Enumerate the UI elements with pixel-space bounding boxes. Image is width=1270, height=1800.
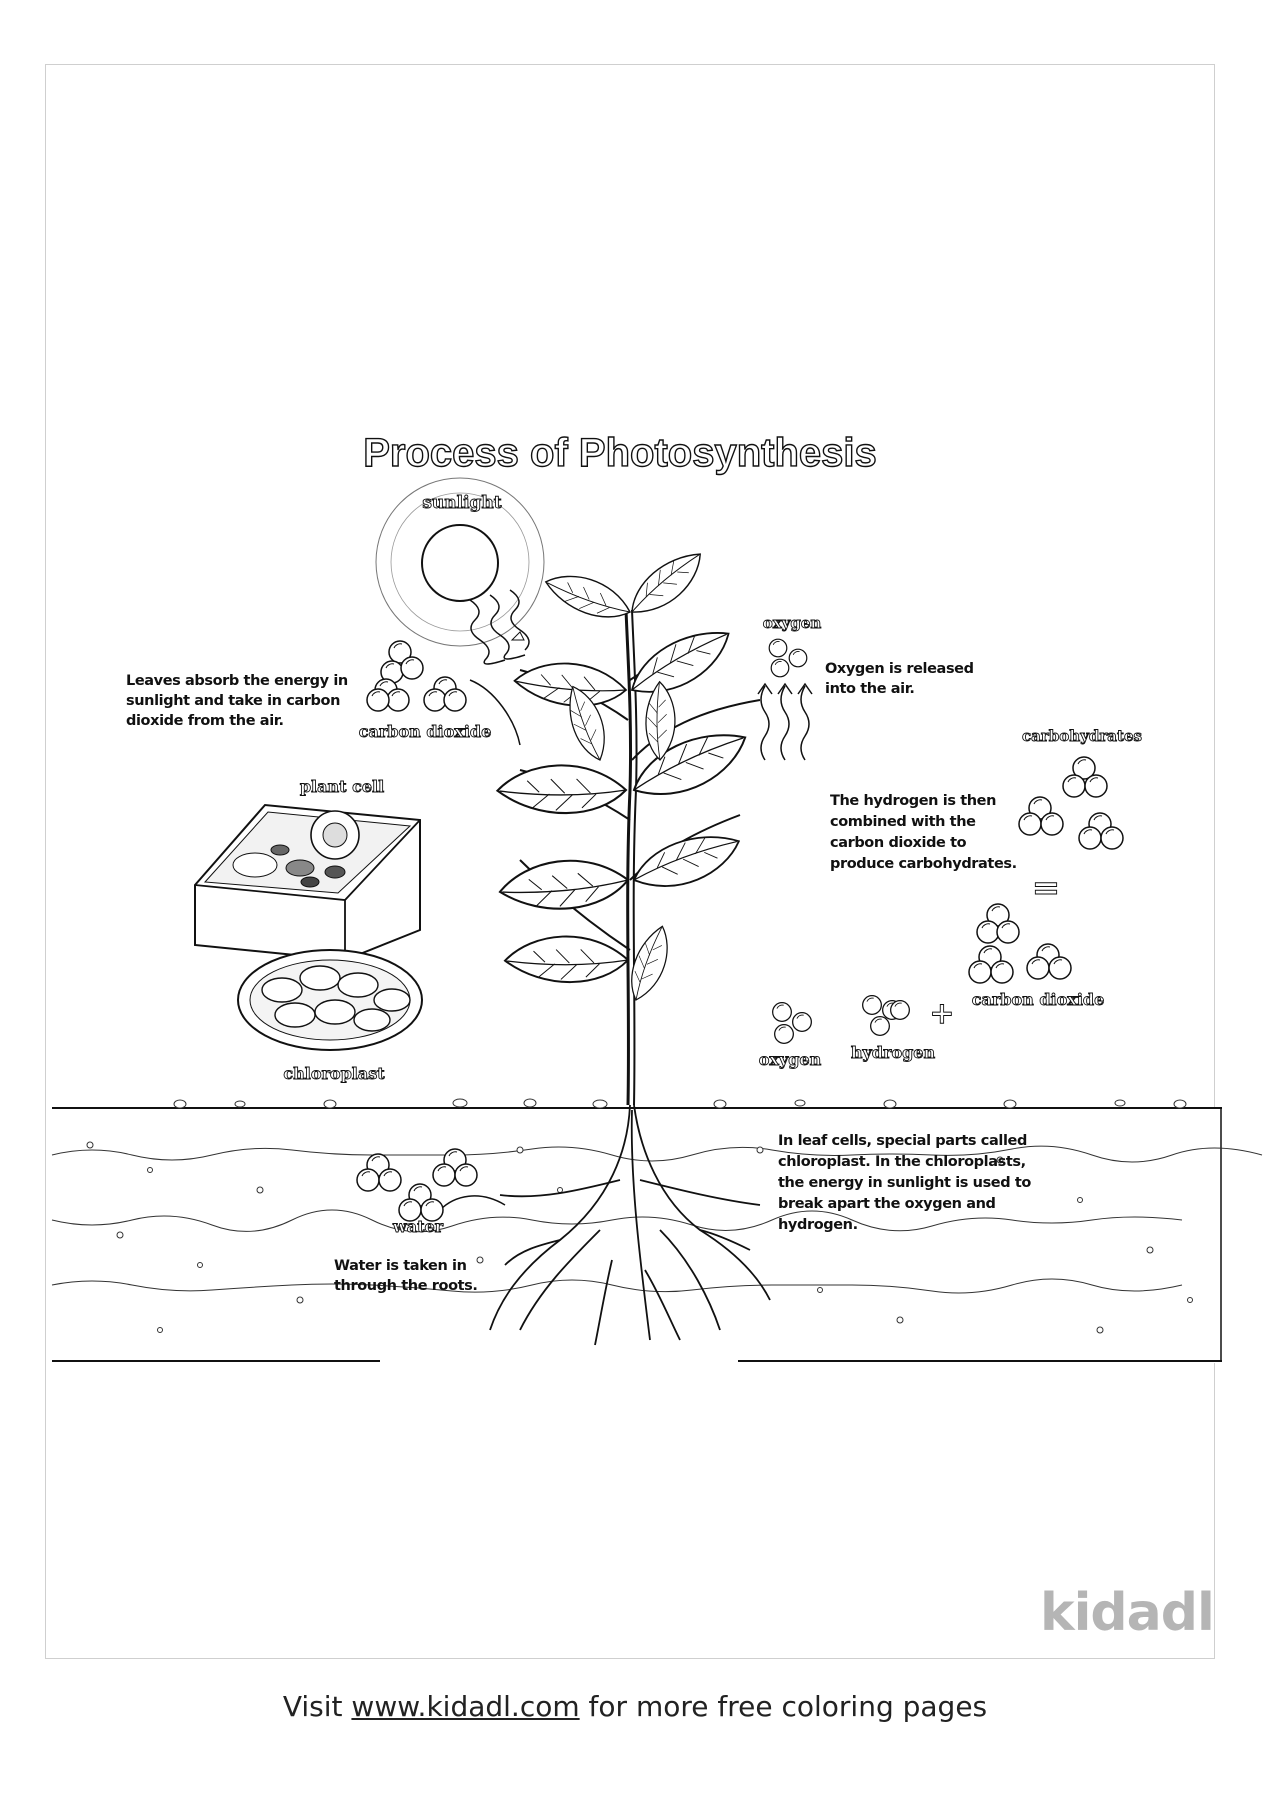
oxygen-label-bottom: oxygen [758,1050,822,1069]
hydrogen-molecules [863,996,910,1036]
carbon-dioxide-molecules-right [969,904,1071,983]
oxygen-molecules-bottom [773,1003,812,1044]
carbohydrate-molecules [1019,757,1123,849]
oxygen-label-top: oxygen [762,614,822,632]
plant-illustration [470,547,760,1105]
chloroplast-illustration [238,950,422,1050]
soil-section [52,1099,1262,1363]
carbon-dioxide-label-left: carbon dioxide [358,722,492,741]
oxygen-release-arrows-icon [758,684,812,760]
water-note: Water is taken in through the roots. [334,1258,478,1294]
plus-sign: + [929,996,955,1031]
leaves-note: Leaves absorb the energy in sunlight and take in carbon dioxide from the air. [126,673,348,729]
carbon-dioxide-molecules-left [367,641,466,711]
plant-cell-illustration [195,805,420,960]
sunlight-label: sunlight [422,493,502,513]
footer-link[interactable]: www.kidadl.com [351,1690,580,1723]
carbohydrates-label: carbohydrates [1022,727,1142,745]
water-label: water [392,1217,444,1236]
plant-cell-label: plant cell [299,777,385,796]
diagram-title: Process of Photosynthesis [363,431,877,475]
footer [0,1690,1270,1723]
equals-sign: = [1031,868,1061,908]
oxygen-release-note: Oxygen is released into the air. [825,661,974,697]
kidadl-logo: kidadl [1040,1583,1214,1643]
oxygen-molecules-top [769,639,807,677]
hydrogen-label: hydrogen [850,1043,936,1062]
chloroplast-note: In leaf cells, special parts called chloroplast. In the chloroplasts, the energy in sunlight is used to break apart the oxygen and hydrogen. [778,1133,1031,1233]
chloroplast-label: chloroplast [283,1064,385,1083]
footer-suffix: for more free coloring pages [579,1690,988,1723]
hydrogen-note: The hydrogen is then combined with the carbon dioxide to produce carbohydrates. [830,793,1017,872]
carbon-dioxide-label-right: carbon dioxide [971,990,1105,1009]
footer-prefix: Visit [282,1690,352,1723]
